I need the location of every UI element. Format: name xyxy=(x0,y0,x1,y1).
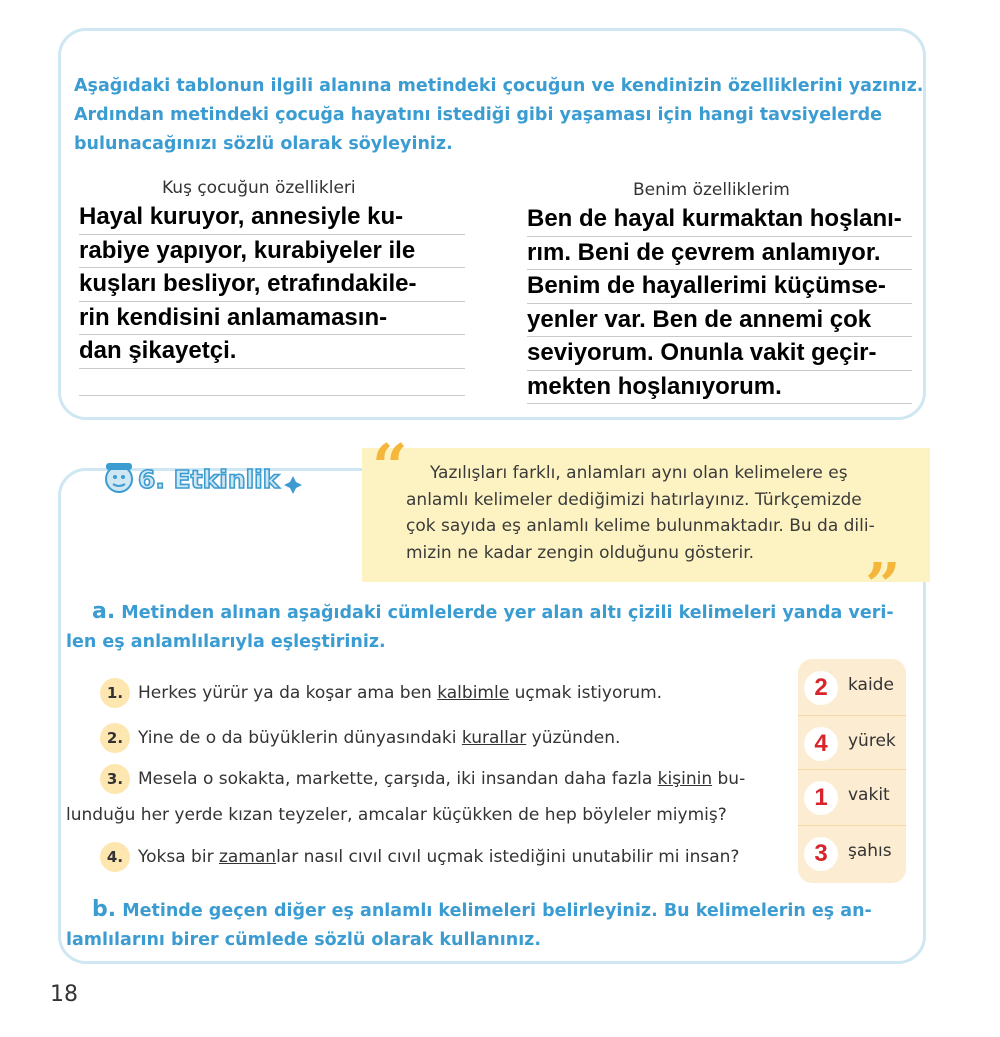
sentence-1-text-a: Herkes yürür ya da koşar ama ben xyxy=(138,683,438,703)
left-answer-line-1: Hayal kuruyor, annesiyle ku- xyxy=(79,201,465,235)
sentence-1-number: 1. xyxy=(100,678,130,708)
right-answer-text[interactable] xyxy=(527,203,912,404)
sentence-2-text-a: Yine de o da büyüklerin dünyasındaki xyxy=(138,728,462,748)
answer-number-input[interactable]: 2 xyxy=(804,671,838,705)
instruction-line-2: Ardından metindeki çocuğa hayatını istediği gibi yaşaması için hangi tavsiyelerde xyxy=(74,105,882,125)
answer-row-yurek xyxy=(798,723,906,763)
part-a-instruction-line-2: len eş anlamlılarıyla eşleştiriniz. xyxy=(66,632,386,652)
left-column-heading: Kuş çocuğun özellikleri xyxy=(162,178,356,198)
answer-word: kaide xyxy=(848,675,894,695)
activity-title-badge xyxy=(100,458,310,498)
answer-number-input[interactable]: 3 xyxy=(804,837,838,871)
sentence-2-underlined-word: kurallar xyxy=(461,728,527,748)
section1-instructions xyxy=(74,72,924,159)
left-answer-line-3: kuşları besliyor, etrafındakile- xyxy=(79,268,465,302)
sparkle-icon xyxy=(284,476,302,494)
left-answer-line-2: rabiye yapıyor, kurabiyeler ile xyxy=(79,235,465,269)
page-number: 18 xyxy=(50,982,78,1007)
right-answer-line-5: seviyorum. Onunla vakit geçir- xyxy=(527,337,912,371)
sentence-4-underlined-word: zaman xyxy=(218,847,277,867)
note-line-1: Yazılışları farklı, anlamları aynı olan kelimelere eş xyxy=(430,463,848,483)
note-line-3: çok sayıda eş anlamlı kelime bulunmaktadır. Bu da dili- xyxy=(406,516,875,536)
sentence-3-continuation: lunduğu her yerde kızan teyzeler, amcalar küçükken de hep böyleler miymiş? xyxy=(66,805,727,825)
activity-title: 6. Etkinlik xyxy=(138,465,280,494)
left-answer-text[interactable] xyxy=(79,201,465,369)
sentence-1-text-b: uçmak istiyorum. xyxy=(509,683,663,703)
part-a-instruction-line-1: Metinden alınan aşağıdaki cümlelerde yer alan altı çizili kelimeleri yanda veri- xyxy=(121,603,894,623)
sentence-4-text-a: Yoksa bir xyxy=(138,847,219,867)
sentence-3-text-b: bu- xyxy=(712,769,746,789)
answer-divider xyxy=(798,769,906,770)
open-quote-icon: “ xyxy=(372,430,408,503)
answer-divider xyxy=(798,825,906,826)
right-answer-line-4: yenler var. Ben de annemi çok xyxy=(527,304,912,338)
answer-divider xyxy=(798,715,906,716)
right-answer-line-2: rım. Beni de çevrem anlamıyor. xyxy=(527,237,912,271)
answer-row-kaide xyxy=(798,667,906,707)
answer-word: yürek xyxy=(848,731,896,751)
sentence-3 xyxy=(100,763,790,795)
answer-number-input[interactable]: 4 xyxy=(804,727,838,761)
part-b-instruction-line-2: lamlılarını birer cümlede sözlü olarak kullanınız. xyxy=(66,930,542,950)
right-answer-line-3: Benim de hayallerimi küçümse- xyxy=(527,270,912,304)
sentence-1 xyxy=(100,677,662,709)
left-empty-line xyxy=(79,395,465,396)
answer-word: şahıs xyxy=(848,841,892,861)
answer-word: vakit xyxy=(848,785,890,805)
note-line-2: anlamlı kelimeler dediğimizi hatırlayınız. Türkçemizde xyxy=(406,489,862,510)
right-answer-line-1: Ben de hayal kurmaktan hoşlanı- xyxy=(527,203,912,237)
answer-number-input[interactable]: 1 xyxy=(804,781,838,815)
part-a-letter: a. xyxy=(92,599,116,624)
sentence-2-number: 2. xyxy=(100,723,130,753)
right-column-heading: Benim özelliklerim xyxy=(633,180,790,200)
pencil-kid-icon xyxy=(106,463,132,492)
left-answer-line-5: dan şikayetçi. xyxy=(79,335,465,369)
sentence-2 xyxy=(100,722,620,754)
sentence-4 xyxy=(100,841,739,873)
synonym-answer-column xyxy=(798,659,906,883)
part-b-instruction-line-1: Metinde geçen diğer eş anlamlı kelimeleri belirleyiniz. Bu kelimelerin eş an- xyxy=(122,901,872,921)
sentence-3-underlined-word: kişinin xyxy=(657,769,713,789)
instruction-line-3: bulunacağınızı sözlü olarak söyleyiniz. xyxy=(74,134,453,154)
answer-row-sahis xyxy=(798,833,906,873)
info-note xyxy=(362,448,930,582)
part-a-instructions xyxy=(66,597,916,657)
right-answer-line-6: mekten hoşlanıyorum. xyxy=(527,371,912,405)
sentence-1-underlined-word: kalbimle xyxy=(437,683,510,703)
part-b-instructions xyxy=(66,895,916,955)
left-answer-line-4: rin kendisini anlamamasın- xyxy=(79,302,465,336)
sentence-4-number: 4. xyxy=(100,842,130,872)
part-b-letter: b. xyxy=(92,897,117,922)
sentence-2-text-b: yüzünden. xyxy=(526,728,621,748)
sentence-4-text-b: lar nasıl cıvıl cıvıl uçmak istediğini unutabilir mi insan? xyxy=(276,847,740,867)
sentence-3-number: 3. xyxy=(100,764,130,794)
answer-row-vakit xyxy=(798,777,906,817)
note-line-4: mizin ne kadar zengin olduğunu gösterir. xyxy=(406,542,755,563)
close-quote-icon: ” xyxy=(865,549,901,622)
instruction-line-1: Aşağıdaki tablonun ilgili alanına metindeki çocuğun ve kendinizin özelliklerini yazınız. xyxy=(74,76,924,96)
sentence-3-text-a: Mesela o sokakta, markette, çarşıda, iki insandan daha fazla xyxy=(138,769,658,789)
